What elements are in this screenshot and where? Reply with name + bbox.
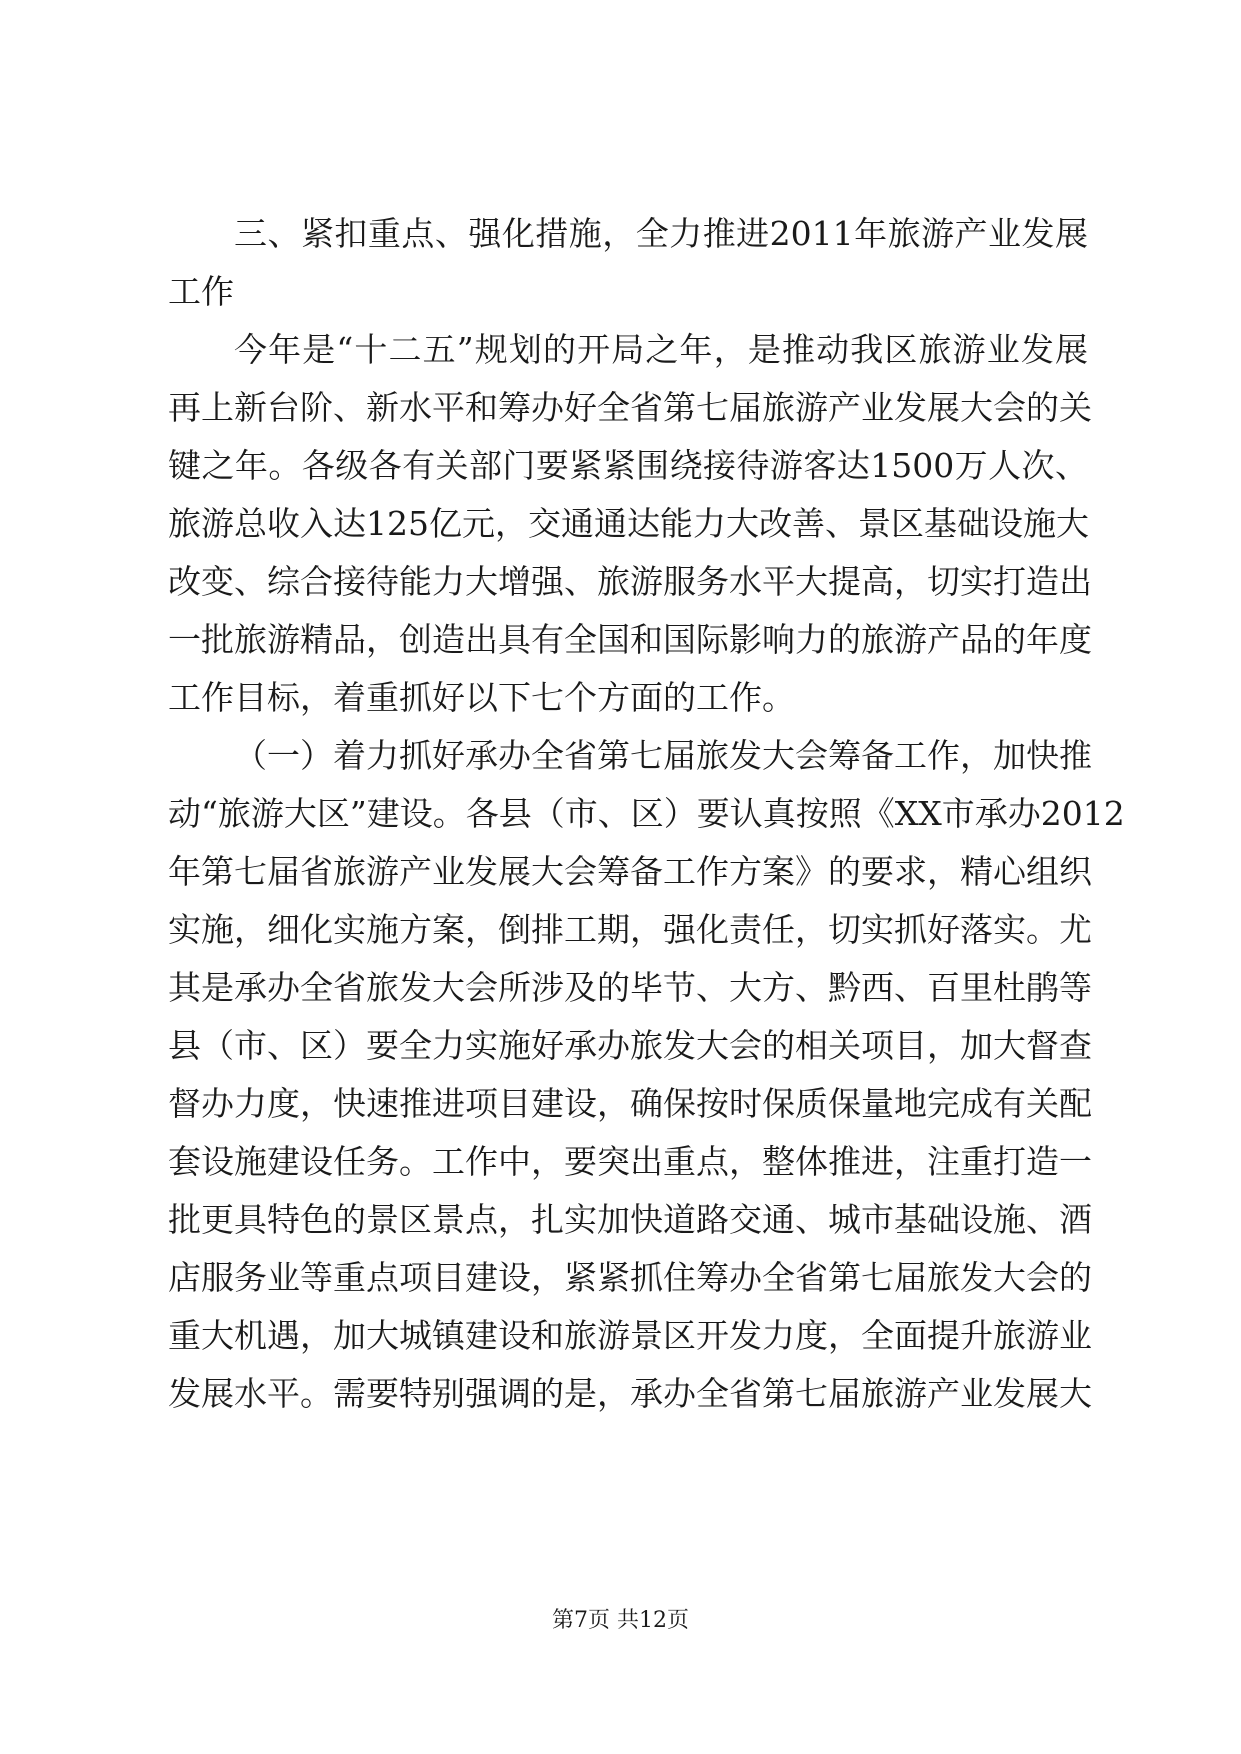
page-number-footer: 第7页 共12页 [552, 1608, 689, 1633]
text-line: 工作 [168, 272, 234, 311]
text-line: 一批旅游精品，创造出具有全国和国际影响力的旅游产品的年度 [168, 620, 1092, 659]
text-line: 今年是“十二五”规划的开局之年，是推动我区旅游业发展 [234, 330, 1088, 369]
text-line: 再上新台阶、新水平和筹办好全省第七届旅游产业发展大会的关 [168, 388, 1092, 427]
text-line: 店服务业等重点项目建设，紧紧抓住筹办全省第七届旅发大会的 [168, 1258, 1092, 1297]
text-line: 批更具特色的景区景点，扎实加快道路交通、城市基础设施、酒 [168, 1200, 1092, 1239]
text-line: 键之年。各级各有关部门要紧紧围绕接待游客达1500万人次、 [168, 446, 1088, 485]
text-line: 套设施建设任务。工作中，要突出重点，整体推进，注重打造一 [168, 1142, 1092, 1181]
text-line: 三、紧扣重点、强化措施，全力推进2011年旅游产业发展 [234, 214, 1088, 253]
text-line: 县（市、区）要全力实施好承办旅发大会的相关项目，加大督查 [168, 1026, 1092, 1065]
text-line: 改变、综合接待能力大增强、旅游服务水平大提高，切实打造出 [168, 562, 1092, 601]
text-line: 工作目标，着重抓好以下七个方面的工作。 [168, 678, 795, 717]
text-line: 旅游总收入达125亿元，交通通达能力大改善、景区基础设施大 [168, 504, 1089, 543]
text-line: 其是承办全省旅发大会所涉及的毕节、大方、黔西、百里杜鹃等 [168, 968, 1092, 1007]
text-line: 督办力度，快速推进项目建设，确保按时保质保量地完成有关配 [168, 1084, 1092, 1123]
text-line: （一）着力抓好承办全省第七届旅发大会筹备工作，加快推 [234, 736, 1092, 775]
text-line: 重大机遇，加大城镇建设和旅游景区开发力度，全面提升旅游业 [168, 1316, 1092, 1355]
text-line: 发展水平。需要特别强调的是，承办全省第七届旅游产业发展大 [168, 1374, 1092, 1413]
text-line: 动“旅游大区”建设。各县（市、区）要认真按照《XX市承办2012 [168, 794, 1125, 833]
text-line: 年第七届省旅游产业发展大会筹备工作方案》的要求，精心组织 [168, 852, 1092, 891]
text-line: 实施，细化实施方案，倒排工期，强化责任，切实抓好落实。尤 [168, 910, 1092, 949]
